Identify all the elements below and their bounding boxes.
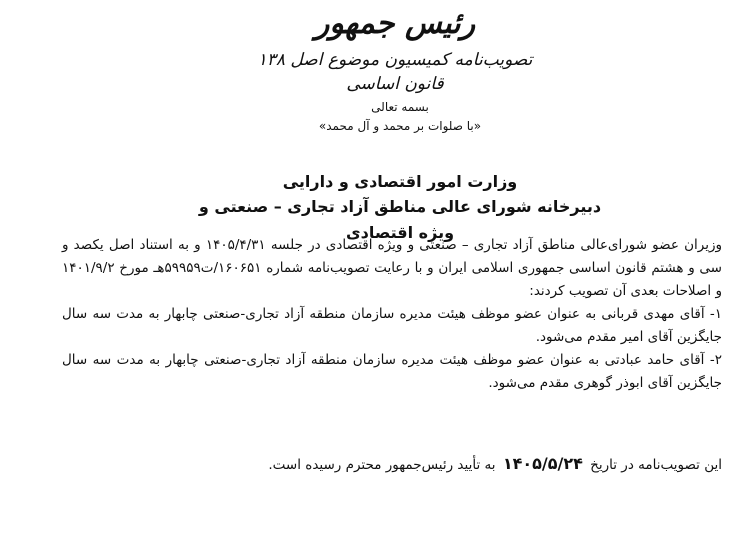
- closing-text-after: به تأیید رئیس‌جمهور محترم رسیده است.: [268, 457, 496, 473]
- addressee-secretariat: دبیرخانه شورای عالی مناطق آزاد تجاری – صنعتی و ویژه اقتصادی: [198, 197, 602, 242]
- closing-text-before: این تصویب‌نامه در تاریخ: [590, 457, 722, 473]
- letterhead-title: رئیس جمهور: [314, 6, 476, 41]
- closing-statement: [200, 452, 722, 477]
- resolution-item-2: ۲- آقای حامد عبادتی به عنوان عضو موظف هیئت مدیره سازمان منطقه آزاد تجاری‌-صنعتی چابهار به مدت سه سال جایگزین آقای ابوذر گوهری مقدم می‌شود.: [62, 352, 722, 391]
- approval-date: ۱۴۰۵/۵/۲۴: [502, 454, 583, 473]
- invocation: [280, 98, 520, 136]
- invocation-line-2: «با صلوات بر محمد و آل محمد»: [318, 119, 482, 133]
- invocation-line-1: بسمه تعالی: [371, 100, 429, 114]
- addressee-ministry: وزارت امور اقتصادی و دارایی: [282, 172, 518, 191]
- resolution-intro: وزیران عضو شورای‌عالی مناطق آزاد تجاری – صنعتی و ویژه اقتصادی در جلسه ۱۴۰۵/۴/۳۱ و به استناد اصل یکصد و سی و هشتم قانون اساسی جمهوری اسلامی ایران و با رعایت تصویب‌نامه شماره ۱۶۰۶۵۱/ت۵۹۹۵۹هـ مورخ ۱۴۰۱/۹/۲ و اصلاحات بعدی آن تصویب کردند:: [62, 237, 722, 299]
- letterhead: [250, 6, 540, 96]
- resolution-body: [62, 234, 722, 395]
- resolution-item-1: ۱- آقای مهدی قربانی به عنوان عضو موظف هیئت مدیره سازمان منطقه آزاد تجاری‌-صنعتی چابهار به مدت سه سال جایگزین آقای امیر مقدم می‌شود.: [62, 306, 722, 345]
- letterhead-subtitle: تصویب‌نامه کمیسیون موضوع اصل ۱۳۸ قانون اساسی: [257, 50, 533, 94]
